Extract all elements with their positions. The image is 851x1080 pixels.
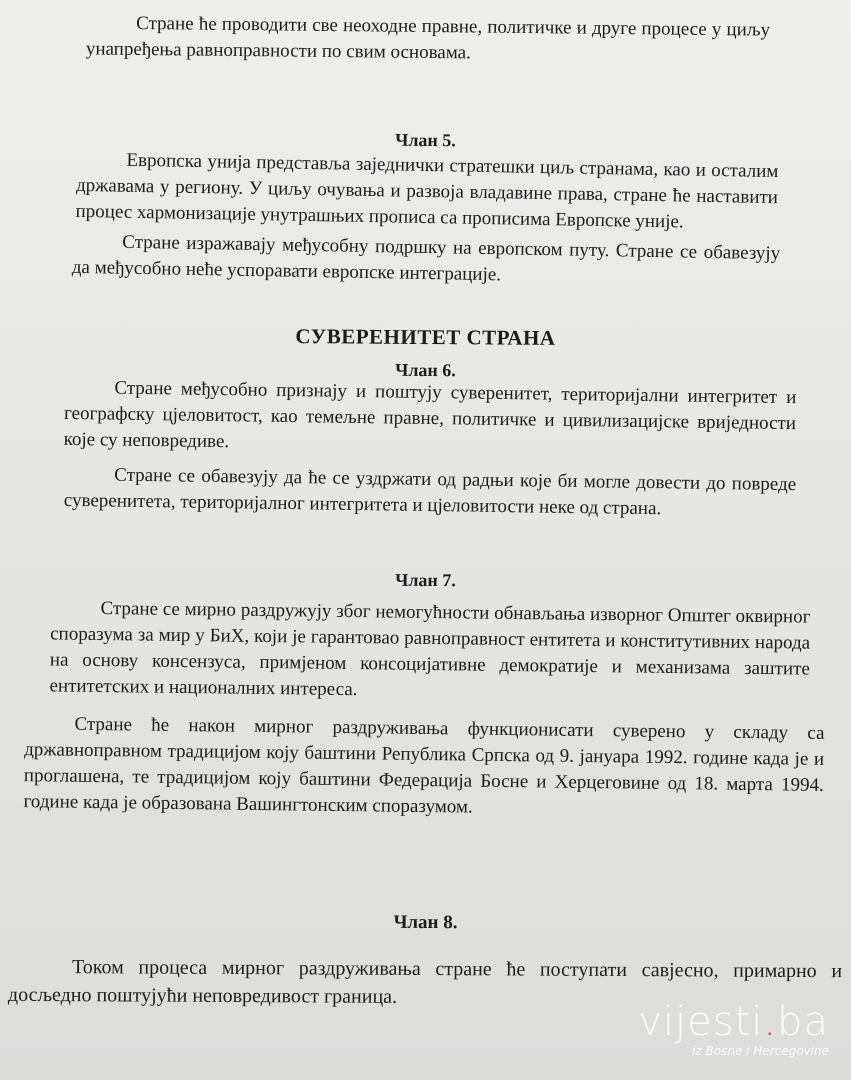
heading-clan-5: Члан 5. bbox=[395, 129, 456, 151]
heading-clan-8: Члан 8. bbox=[393, 911, 458, 934]
vijesti-logo bbox=[638, 1000, 829, 1044]
paragraph-clan8: Током процеса мирног раздруживања стране ће поступати савјесно, примарно и досљедно поштујући неповредивост граница. bbox=[7, 956, 843, 1008]
heading-clan-7: Члан 7. bbox=[395, 569, 456, 591]
logo-dot: . bbox=[763, 999, 778, 1045]
watermark-tagline: iz Bosne i Hercegovine bbox=[692, 1044, 829, 1058]
paragraph-clan5-1: Европска унија представља заједнички стратешки циљ странама, као и осталим државама у региону. У циљу очувања и развоја владавине права, стране ће наставити процес хармонизације унутрашњих прописа са прописима Европске уније. bbox=[75, 149, 779, 233]
logo-tld-text: ba bbox=[777, 999, 829, 1045]
paragraph-clan6-1: Стране међусобно признају и поштују суверенитет, територијални интегритет и географску цјеловитост, као темељне правне, политичке и цивилизацијске вриједности које су неповредиве. bbox=[63, 377, 797, 453]
paragraph-clan7-1: Стране се мирно раздружују због немогућности обнављања изворног Општег оквирног споразума за мир у БиХ, који је гарантовао равноправност ентитета и конститутивних народа на основу консензуса, примјеном консоцијативне демократије и механизама заштите ентитетских и националних интереса. bbox=[49, 597, 811, 701]
logo-main-text: vijesti bbox=[638, 999, 764, 1045]
vijesti-watermark bbox=[638, 1000, 829, 1058]
paragraph-clan7-2: Стране ће након мирног раздруживања функционисати суверено у складу са државноправном традицијом коју баштини Република Српска од 9. јануара 1992. године када је и проглашена, те традицијом коју баштини Федерација Босне и Херцеговине од 18. марта 1994. године када је образована Вашингтонским споразумом. bbox=[23, 713, 825, 818]
section-title-sovereignty: СУВЕРЕНИТЕТ СТРАНА bbox=[295, 324, 556, 350]
heading-clan-6: Члан 6. bbox=[395, 359, 456, 381]
paragraph-clan4-end: Стране ће проводити све неоходне правне, политичке и друге процесе у циљу унапређења равноправности по свим основама. bbox=[85, 12, 771, 64]
paragraph-clan6-2: Стране се обавезују да ће се уздржати од радњи које би могле довести до повреде суверенитета, територијалног интегритета и цјеловитости неке од страна. bbox=[63, 464, 797, 520]
paragraph-clan5-2: Стране изражавају међусобну подршку на европском путу. Стране се обавезују да међусобно неће успоравати европске интеграције. bbox=[71, 231, 781, 286]
